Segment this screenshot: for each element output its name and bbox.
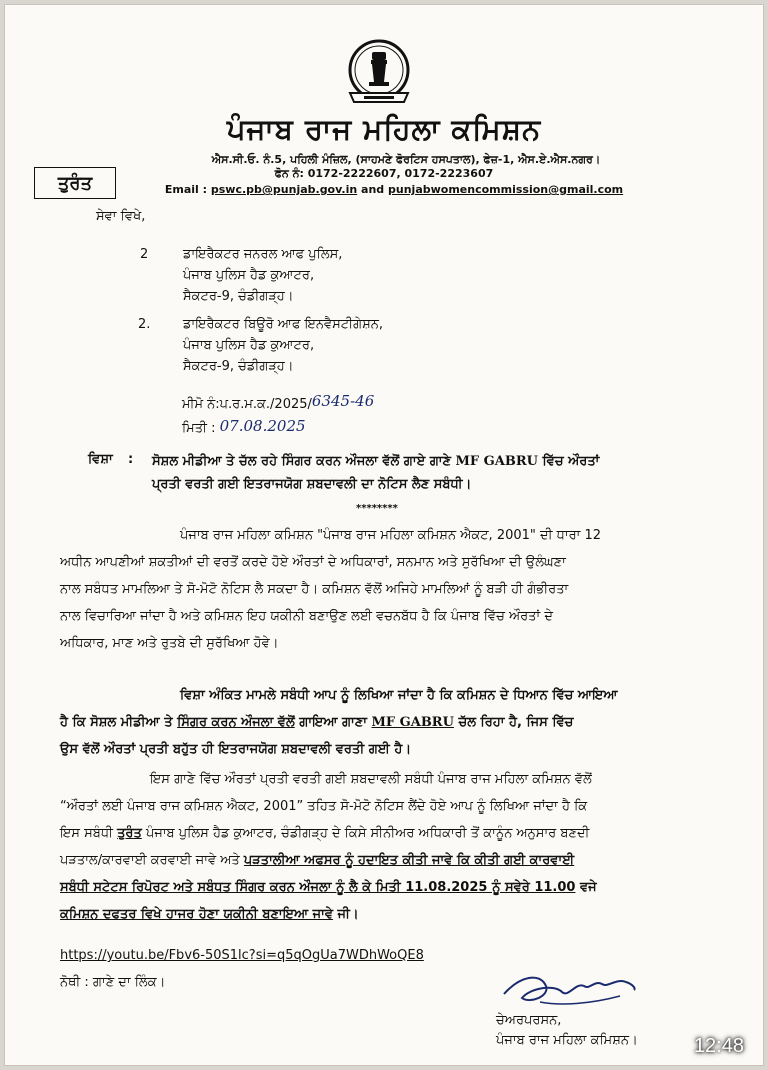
para-text-underlined: ਕਮਿਸ਼ਨ ਦਫਤਰ ਵਿਖੇ ਹਾਜਰ ਹੋਣਾ ਯਕੀਨੀ ਬਣਾਇਆ ਜਾਵੇ (60, 907, 333, 922)
para-line: ਅਧੀਨ ਆਪਣੀਆਂ ਸ਼ਕਤੀਆਂ ਦੀ ਵਰਤੋਂ ਕਰਦੇ ਹੋਏ ਔਰਤਾਂ ਦੇ ਅਧਿਕਾਰਾਂ, ਸਨਮਾਨ ਅਤੇ ਸੁਰੱਖਿਆ ਦੀ ਉਲੰਘਣਾ (60, 555, 566, 570)
org-title: ਪੰਜਾਬ ਰਾਜ ਮਹਿਲਾ ਕਮਿਸ਼ਨ (226, 112, 542, 146)
signature-icon (500, 968, 640, 1012)
para-text: ਚੱਲ ਰਿਹਾ ਹੈ, ਜਿਸ ਵਿੱਚ (458, 715, 574, 730)
subject-label: ਵਿਸ਼ਾ (88, 452, 113, 467)
para-text: ਇਸ ਸਬੰਧੀ (60, 826, 113, 841)
para-text-underlined: ਸਿੰਗਰ ਕਰਨ ਔਜਲਾ ਵੱਲੋਂ (177, 715, 295, 730)
email-link-1[interactable]: pswc.pb@punjab.gov.in (210, 183, 358, 196)
recipient-line: ਸੈਕਟਰ-9, ਚੰਡੀਗੜ੍ਹ। (183, 359, 294, 374)
para-text-underlined: ਪੜਤਾਲੀਆ ਅਫਸਰ ਨੂੰ ਹਦਾਇਤ ਕੀਤੀ ਜਾਵੇ ਕਿ ਕੀਤੀ ਗਈ ਕਾਰਵਾਈ (243, 853, 575, 868)
paragraph-2 (60, 682, 700, 763)
subject-text: ਸੋਸ਼ਲ ਮੀਡੀਆ ਤੇ ਚੱਲ ਰਹੇ ਸਿੰਗਰ ਕਰਨ ਔਜਲਾ ਵੱਲੋਂ ਗਾਏ ਗਾਣੇ (152, 454, 451, 469)
subject-colon: : (128, 452, 134, 467)
recipient-line: ਪੰਜਾਬ ਪੁਲਿਸ ਹੈਡ ਕੁਆਟਰ, (183, 338, 315, 353)
memo-number (182, 394, 374, 414)
para-text-underlined: ਸਬੰਧੀ ਸਟੇਟਸ ਰਿਪੋਰਟ ਅਤੇ ਸਬੰਧਤ ਸਿੰਗਰ ਕਰਨ ਔਜਲਾ ਨੂੰ ਲੈ ਕੇ ਮਿਤੀ 11.08.2025 ਨੂੰ ਸਵੇਰੇ 11.00 (60, 880, 576, 895)
note: ਨੋਥੀ : ਗਾਣੇ ਦਾ ਲਿੰਕ। (60, 975, 166, 990)
date-handwritten: 07.08.2025 (219, 417, 306, 435)
memo-number-handwritten: 6345-46 (311, 392, 375, 410)
para-text: ਪੜਤਾਲ/ਕਾਰਵਾਈ ਕਰਵਾਈ ਜਾਵੇ ਅਤੇ (60, 853, 240, 868)
para-text: ਗਾਇਆ ਗਾਣਾ (299, 715, 367, 730)
subject-line-2: ਪ੍ਰਤੀ ਵਰਤੀ ਗਈ ਇਤਰਾਜਯੋਗ ਸ਼ਬਦਾਵਲੀ ਦਾ ਨੋਟਿਸ ਲੈਣ ਸਬੰਧੀ। (152, 477, 472, 492)
paragraph-1 (60, 522, 700, 657)
para-line (60, 847, 700, 874)
para-line (60, 874, 700, 901)
recipient-line: ਡਾਇਰੈਕਟਰ ਜਨਰਲ ਆਫ ਪੁਲਿਸ, (183, 247, 343, 262)
email-and: and (361, 183, 385, 196)
para-text: ਪੰਜਾਬ ਪੁਲਿਸ ਹੈਡ ਕੁਆਟਰ, ਚੰਡੀਗੜ੍ਹ ਦੇ ਕਿਸੇ ਸੀਨੀਅਰ ਅਧਿਕਾਰੀ ਤੋਂ ਕਾਨੂੰਨ ਅਨੁਸਾਰ ਬਣਦੀ (145, 826, 590, 841)
recipient-line: ਡਾਇਰੈਕਟਰ ਬਿਊਰੋ ਆਫ ਇਨਵੈਸਟੀਗੇਸ਼ਨ, (183, 317, 383, 332)
signatory-org: ਪੰਜਾਬ ਰਾਜ ਮਹਿਲਾ ਕਮਿਸ਼ਨ। (496, 1033, 638, 1048)
para-line: ਨਾਲ ਵਿਚਾਰਿਆ ਜਾਂਦਾ ਹੈ ਅਤੇ ਕਮਿਸ਼ਨ ਇਹ ਯਕੀਨੀ ਬਣਾਉਣ ਲਈ ਵਚਨਬੱਧ ਹੈ ਕਿ ਪੰਜਾਬ ਵਿੱਚ ਔਰਤਾਂ ਦੇ (60, 609, 553, 624)
para-text: ਜੀ। (337, 907, 359, 922)
state-emblem-icon (338, 38, 420, 110)
para-line (60, 901, 700, 928)
address-line: ਐਸ.ਸੀ.ਓ. ਨੰ.5, ਪਹਿਲੀ ਮੰਜ਼ਿਲ, (ਸਾਹਮਣੇ ਫੋਰਟਿਸ ਹਸਪਤਾਲ), ਫੇਜ਼-1, ਐਸ.ਏ.ਐਸ.ਨਗਰ। (211, 153, 601, 166)
song-name: MF GABRU (371, 715, 454, 730)
subject-line-1 (152, 453, 599, 471)
memo-label: ਮੀਮੋ ਨੰ:ਪ.ਰ.ਮ.ਕ./2025/ (182, 397, 312, 412)
phone-line: ਫੋਨ ਨੰ: 0172-2222607, 0172-2223607 (274, 167, 494, 180)
para-text-underlined: ਤੁਰੰਤ (117, 826, 142, 841)
urgent-stamp: ਤੁਰੰਤ (34, 167, 116, 199)
para-line: ਪੰਜਾਬ ਰਾਜ ਮਹਿਲਾ ਕਮਿਸ਼ਨ "ਪੰਜਾਬ ਰਾਜ ਮਹਿਲਾ ਕਮਿਸ਼ਨ ਐਕਟ, 2001" ਦੀ ਧਾਰਾ 12 (180, 528, 602, 543)
email-line (10, 183, 768, 196)
para-text: ਹੈ ਕਿ ਸੋਸ਼ਲ ਮੀਡੀਆ ਤੇ (60, 715, 173, 730)
status-time: 12:48 (693, 1035, 744, 1057)
paragraph-3 (60, 766, 700, 928)
para-line: ਅਧਿਕਾਰ, ਮਾਣ ਅਤੇ ਰੁਤਬੇ ਦੀ ਸੁਰੱਖਿਆ ਹੋਵੇ। (60, 636, 279, 651)
separator: ******** (356, 503, 398, 514)
recipient-line: ਸੈਕਟਰ-9, ਚੰਡੀਗੜ੍ਹ। (183, 289, 294, 304)
para-line (60, 820, 700, 847)
para-line: “ਔਰਤਾਂ ਲਈ ਪੰਜਾਬ ਰਾਜ ਕਮਿਸ਼ਨ ਐਕਟ, 2001” ਤਹਿਤ ਸੋ-ਮੋਟੋ ਨੋਟਿਸ ਲੈਂਦੇ ਹੋਏ ਆਪ ਨੂੰ ਲਿਖਿਆ ਜਾਂਦਾ ਹੈ ਕਿ (60, 799, 588, 814)
recipient-number: 2 (140, 247, 149, 262)
email-label: Email : (164, 183, 208, 196)
date-label: ਮਿਤੀ : (182, 421, 216, 436)
para-line: ਵਿਸ਼ਾ ਅੰਕਿਤ ਮਾਮਲੇ ਸਬੰਧੀ ਆਪ ਨੂੰ ਲਿਖਿਆ ਜਾਂਦਾ ਹੈ ਕਿ ਕਮਿਸ਼ਨ ਦੇ ਧਿਆਨ ਵਿੱਚ ਆਇਆ (180, 688, 618, 703)
song-name: MF GABRU (455, 454, 538, 469)
subject-text: ਵਿੱਚ ਔਰਤਾਂ (542, 454, 600, 469)
signatory-title: ਚੇਅਰਪਰਸਨ, (496, 1013, 562, 1028)
memo-date (182, 418, 306, 438)
recipient-number: 2. (138, 317, 151, 332)
youtube-link[interactable]: https://youtu.be/Fbv6-50S1lc?si=q5qOgUa7WDhWoQE8 (60, 948, 424, 963)
para-line (60, 709, 700, 736)
salutation: ਸੇਵਾ ਵਿਖੇ, (96, 209, 146, 224)
para-line: ਉਸ ਵੱਲੋਂ ਔਰਤਾਂ ਪ੍ਰਤੀ ਬਹੁੱਤ ਹੀ ਇਤਰਾਜਯੋਗ ਸ਼ਬਦਾਵਲੀ ਵਰਤੀ ਗਈ ਹੈ। (60, 742, 412, 757)
email-link-2[interactable]: punjabwomencommission@gmail.com (388, 183, 624, 196)
para-line: ਨਾਲ ਸਬੰਧਤ ਮਾਮਲਿਆ ਤੇ ਸੋ-ਮੋਟੋ ਨੋਟਿਸ ਲੈ ਸਕਦਾ ਹੈ। ਕਮਿਸ਼ਨ ਵੱਲੋਂ ਅਜਿਹੇ ਮਾਮਲਿਆਂ ਨੂੰ ਬੜੀ ਹੀ ਗੰਭੀਰਤਾ (60, 582, 569, 597)
recipient-line: ਪੰਜਾਬ ਪੁਲਿਸ ਹੈਡ ਕੁਆਟਰ, (183, 268, 315, 283)
para-text: ਵਜੇ (579, 880, 597, 895)
para-line: ਇਸ ਗਾਣੇ ਵਿੱਚ ਔਰਤਾਂ ਪ੍ਰਤੀ ਵਰਤੀ ਗਈ ਸ਼ਬਦਾਵਲੀ ਸਬੰਧੀ ਪੰਜਾਬ ਰਾਜ ਮਹਿਲਾ ਕਮਿਸ਼ਨ ਵੱਲੋਂ (150, 772, 592, 787)
